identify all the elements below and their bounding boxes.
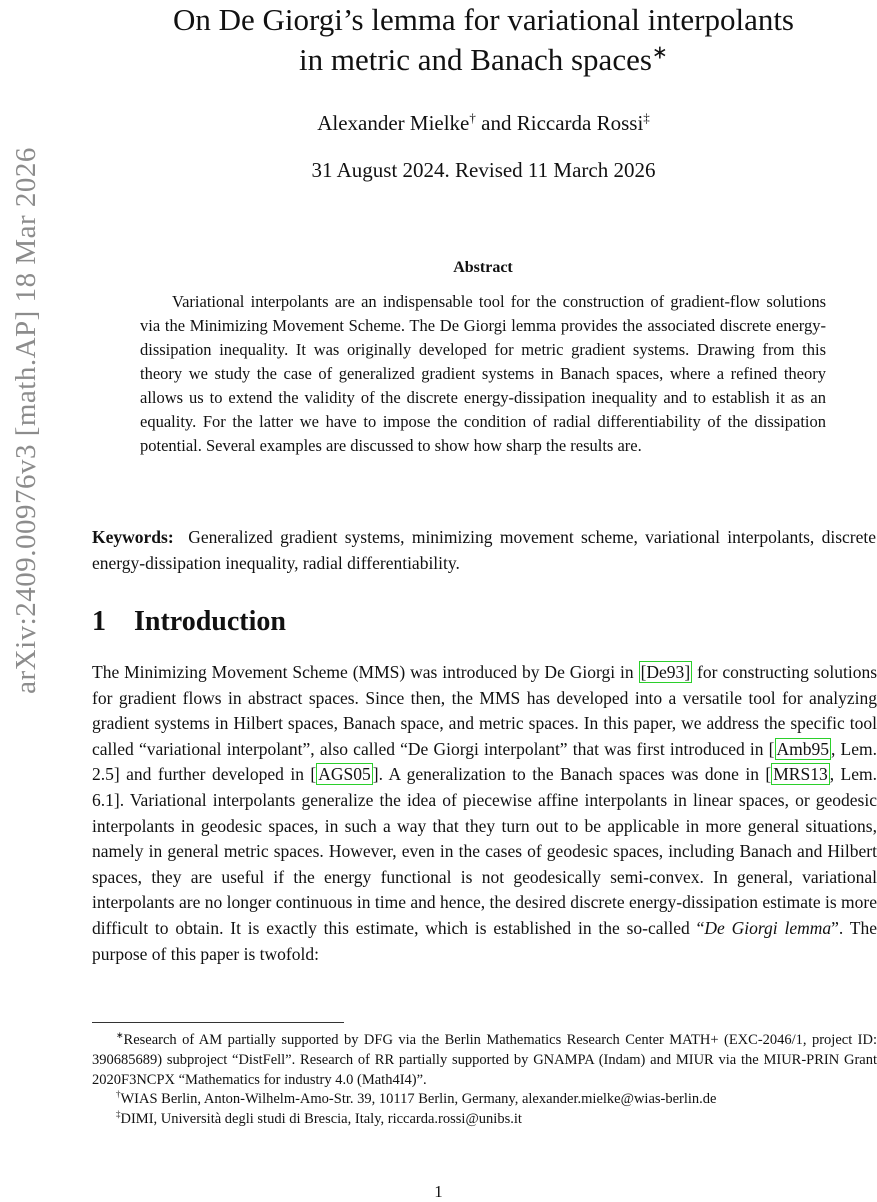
footnote bbox=[92, 1090, 877, 1110]
citation-link[interactable]: MRS13 bbox=[773, 764, 828, 785]
intro-text: The Minimizing Movement Scheme (MMS) was introduced by De Giorgi in bbox=[92, 662, 639, 682]
footnote-text: Research of AM partially supported by DFG via the Berlin Mathematics Research Center MATH+ (EXC-2046/1, project ID: 390685689) subproject “DistFell”. Research of RR partially supported by GNAMPA (Indam) and MIUR via the MIUR-PRIN Grant 2020F3NCPX “Mathematics for industry 4.0 (Math4I4)”. bbox=[92, 1032, 877, 1088]
footnote-mark: ∗ bbox=[116, 1030, 124, 1041]
intro-emphasis: De Giorgi lemma bbox=[704, 917, 832, 938]
footnote-text: DIMI, Università degli studi di Brescia, Italy, riccarda.rossi@unibs.it bbox=[120, 1111, 522, 1128]
title-line-1: On De Giorgi’s lemma for variational interpolants bbox=[173, 2, 794, 37]
intro-text: ]. A generalization to the Banach spaces was done in [ bbox=[372, 764, 772, 785]
paper-date: 31 August 2024. Revised 11 March 2026 bbox=[311, 158, 656, 182]
footnote-text: WIAS Berlin, Anton-Wilhelm-Amo-Str. 39, 10117 Berlin, Germany, alexander.mielke@wias-berlin.de bbox=[120, 1091, 717, 1108]
author-name: Riccarda Rossi bbox=[516, 111, 644, 135]
author-name: Alexander Mielke bbox=[317, 111, 470, 135]
section-number: 1 bbox=[92, 606, 106, 637]
citation-label[interactable]: De93 bbox=[646, 662, 685, 682]
footnote-divider bbox=[92, 1022, 344, 1023]
footnote-mark: ‡ bbox=[116, 1109, 121, 1120]
section-title: Introduction bbox=[134, 606, 286, 637]
author-footnote-mark[interactable]: † bbox=[469, 110, 476, 125]
abstract-text: Variational interpolants are an indispensable tool for the construction of gradient-flow solutions via the Minimizing Movement Scheme. The De Giorgi lemma provides the associated discrete energy-dissipation inequality. It was originally developed for metric gradient systems. Drawing from this theory we study the case of generalized gradient systems in Banach spaces, where a refined theory allows us to extend the validity of the discrete energy-dissipation inequality and to establish it as an equality. For the latter we have to impose the condition of radial differentiability of the dissipation potential. Several examples are discussed to show how sharp the results are. bbox=[140, 292, 826, 455]
author-list bbox=[90, 110, 877, 136]
citation-link[interactable]: [De93] bbox=[640, 662, 691, 682]
citation-link[interactable]: Amb95 bbox=[776, 738, 829, 759]
footnotes bbox=[92, 1031, 877, 1130]
footnote bbox=[92, 1031, 877, 1090]
keywords-label: Keywords: bbox=[92, 527, 174, 547]
keywords-text: Generalized gradient systems, minimizing movement scheme, variational interpolants, discrete energy-dissipation inequality, radial differentiability. bbox=[92, 527, 876, 573]
title-line-2 bbox=[90, 40, 877, 80]
intro-text: ”. The purpose of this paper is twofold: bbox=[92, 917, 877, 964]
intro-text: for constructing solutions for gradient flows in abstract spaces. Since then, the MMS has developed into a versatile tool for analyzing gradient systems in Hilbert spaces, Banach space, and metric spaces. In this paper, we address the specific tool called “variational interpolant”, also called “De Giorgi interpolant” that was first introduced in [ bbox=[92, 662, 877, 759]
intro-paragraph bbox=[92, 660, 877, 967]
title-footnote-mark[interactable]: ∗ bbox=[651, 42, 668, 64]
footnote bbox=[92, 1110, 877, 1130]
citation-link[interactable]: AGS05 bbox=[318, 764, 371, 785]
section-heading bbox=[92, 606, 286, 638]
author-footnote-mark[interactable]: ‡ bbox=[643, 110, 650, 125]
intro-text: , Lem. 6.1]. Variational interpolants generalize the idea of piecewise affine interpolants in linear spaces, or geodesic interpolants in geodesic spaces, in such a way that they turn out to be applicable in more general situations, namely in general metric spaces. However, even in the cases of geodesic spaces, including Banach and Hilbert spaces, they are useful if the energy functional is not geodesically semi-convex. In general, variational interpolants are no longer continuous in time and hence, the desired discrete energy-dissipation estimate is more difficult to obtain. It is exactly this estimate, which is established in the so-called “ bbox=[92, 764, 877, 938]
abstract-heading: Abstract bbox=[453, 259, 513, 276]
title-line-2-text: in metric and Banach spaces bbox=[298, 42, 652, 77]
arxiv-stamp-text: arXiv:2409.00976v3 [math.AP] 18 Mar 2026 bbox=[9, 146, 42, 694]
author-conjunction: and bbox=[475, 111, 517, 135]
arxiv-stamp bbox=[6, 146, 46, 694]
footnote-mark: † bbox=[116, 1089, 121, 1100]
keywords bbox=[92, 524, 876, 576]
intro-text: , Lem. 2.5] and further developed in [ bbox=[92, 738, 877, 785]
page-number: 1 bbox=[434, 1182, 443, 1201]
paper-title bbox=[90, 0, 877, 80]
